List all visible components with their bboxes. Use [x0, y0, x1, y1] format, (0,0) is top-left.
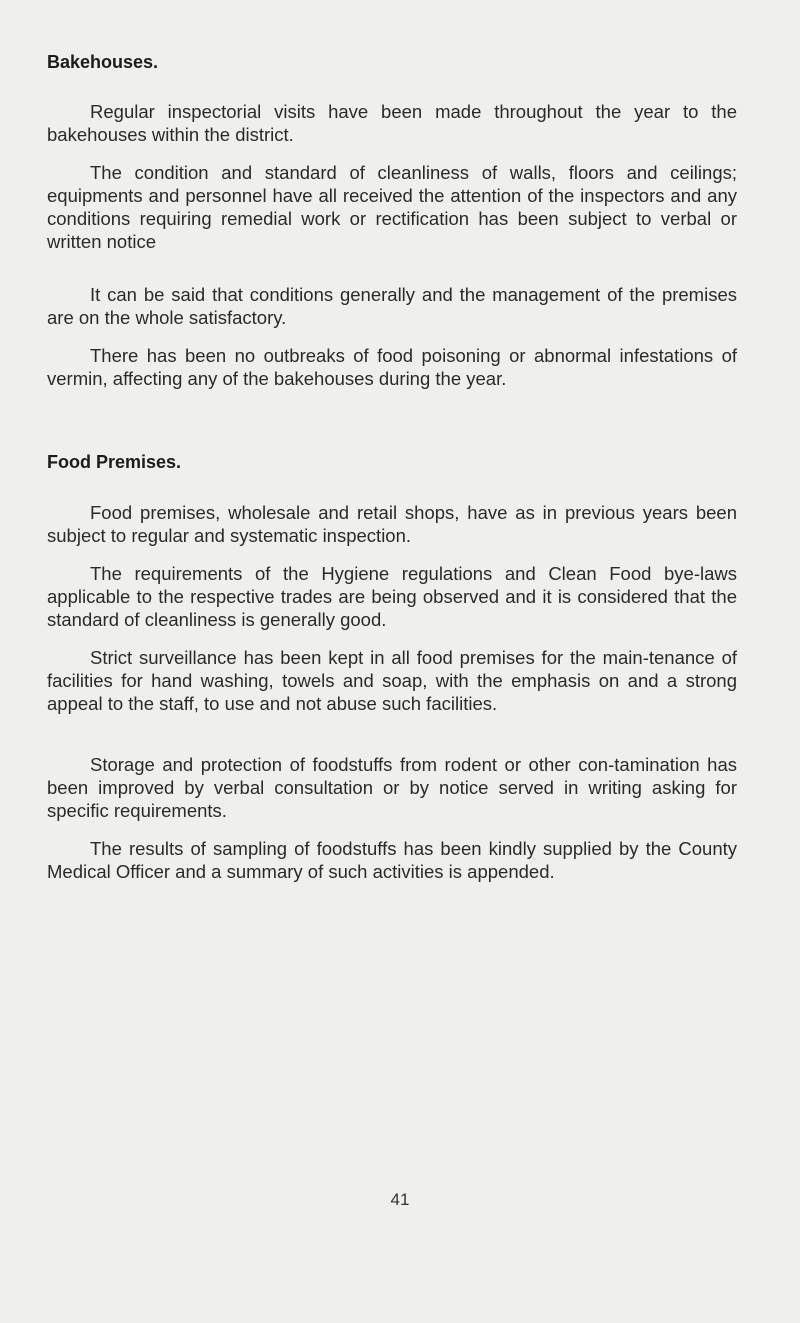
bakehouses-paragraph-4: There has been no outbreaks of food poisoning or abnormal infestations of vermin, affecting any of the bakehouses during the year.: [47, 345, 737, 389]
page-number: 41: [390, 1190, 410, 1209]
food-premises-paragraph-4: Storage and protection of foodstuffs from rodent or other con-tamination has been improved by verbal consultation or by notice served in writing asking for specific requirements.: [47, 754, 737, 821]
bakehouses-paragraph-2: The condition and standard of cleanliness of walls, floors and ceilings; equipments and personnel have all received the attention of the inspectors and any conditions requiring remedial work or rectification has been subject to verbal or written notice: [47, 162, 737, 252]
food-premises-paragraph-3: Strict surveillance has been kept in all food premises for the main-tenance of facilities for hand washing, towels and soap, with the emphasis on and a strong appeal to the staff, to use and not abuse such facilities.: [47, 647, 737, 714]
food-premises-paragraph-5: The results of sampling of foodstuffs has been kindly supplied by the County Medical Officer and a summary of such activities is appended.: [47, 838, 737, 882]
food-premises-paragraph-2: The requirements of the Hygiene regulations and Clean Food bye-laws applicable to the respective trades are being observed and it is considered that the standard of cleanliness is generally good.: [47, 563, 737, 630]
section-heading-food-premises: Food Premises.: [47, 452, 182, 472]
section-heading-bakehouses: Bakehouses.: [47, 52, 159, 72]
bakehouses-paragraph-3: It can be said that conditions generally and the management of the premises are on the whole satisfactory.: [47, 284, 737, 328]
bakehouses-paragraph-1: Regular inspectorial visits have been made throughout the year to the bakehouses within the district.: [47, 101, 737, 145]
food-premises-paragraph-1: Food premises, wholesale and retail shops, have as in previous years been subject to regular and systematic inspection.: [47, 502, 737, 546]
